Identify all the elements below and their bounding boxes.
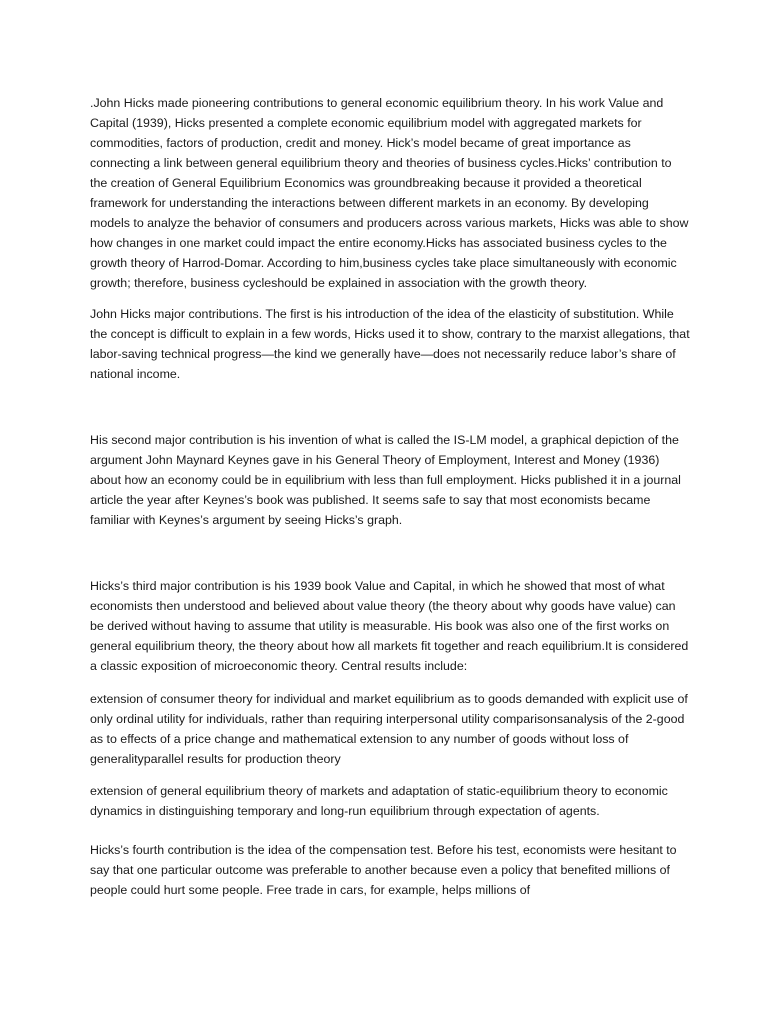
paragraph-hicks-equilibrium: .John Hicks made pioneering contributions to general economic equilibrium theory. In his work Value and Capital (1939), Hicks presented a complete economic equilibrium model with aggregated markets for commodities, factors of production, credit and money. Hick’s model became of great importance as connecting a link between general equilibrium theory and theories of business cycles.Hicks’ contribution to the creation of General Equilibrium Economics was groundbreaking because it provided a theoretical framework for understanding the interactions between different markets in an economy. By developing models to analyze the behavior of consumers and producers across various markets, Hicks was able to show how changes in one market could impact the entire economy.Hicks has associated business cycles to the growth theory of Harrod-Domar. According to him,business cycles take place simultaneously with economic growth; therefore, business cycleshould be explained in association with the growth theory. <box>90 96 689 290</box>
paragraph-elasticity-of-substitution: John Hicks major contributions. The first is his introduction of the idea of the elasticity of substitution. While the concept is difficult to explain in a few words, Hicks used it to show, contrary to the marxist allegations, that labor-saving technical progress—the kind we generally have—does not necessarily reduce labor’s share of national income. <box>90 307 690 381</box>
paragraph-value-and-capital: Hicks’s third major contribution is his 1939 book Value and Capital, in which he showed that most of what economists then understood and believed about value theory (the theory about why goods have value) can be derived without having to assume that utility is measurable. His book was also one of the first works on general equilibrium theory, the theory about how all markets fit together and reach equilibrium.It is considered a classic exposition of microeconomic theory. Central results include: <box>90 579 689 673</box>
paragraph-is-lm-model: His second major contribution is his invention of what is called the IS-LM model, a graphical depiction of the argument John Maynard Keynes gave in his General Theory of Employment, Interest and Money (1936) about how an economy could be in equilibrium with less than full employment. Hicks published it in a journal article the year after Keynes’s book was published. It seems safe to say that most economists became familiar with Keynes’s argument by seeing Hicks’s graph. <box>90 433 681 527</box>
paragraph-consumer-theory-extension: extension of consumer theory for individual and market equilibrium as to goods demanded with explicit use of only ordinal utility for individuals, rather than requiring interpersonal utility comparisonsanalysis of the 2-good as to effects of a price change and mathematical extension to any number of goods without loss of generalityparallel results for production theory <box>90 692 688 766</box>
paragraph-compensation-test: Hicks’s fourth contribution is the idea of the compensation test. Before his test, economists were hesitant to say that one particular outcome was preferable to another because even a policy that benefited millions of people could hurt some people. Free trade in cars, for example, helps millions of <box>90 843 677 897</box>
paragraph-general-equilibrium-extension: extension of general equilibrium theory of markets and adaptation of static-equilibrium theory to economic dynamics in distinguishing temporary and long-run equilibrium through expectation of agents. <box>90 784 668 818</box>
